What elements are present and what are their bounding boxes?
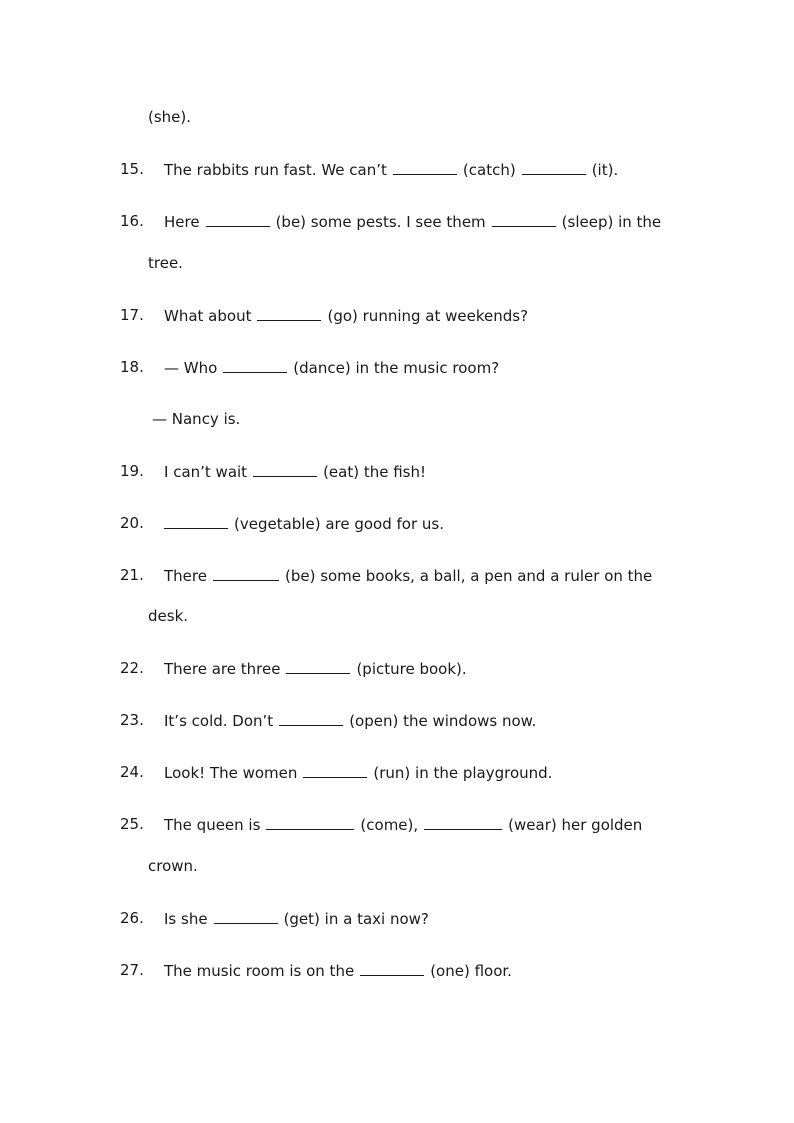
question-text-part: (sleep) in the <box>561 213 662 231</box>
question-number: 18. <box>120 358 144 376</box>
question-text-part: (be) some books, a ball, a pen and a ruler on the <box>284 567 653 585</box>
question-text <box>164 762 552 783</box>
answer-blank[interactable] <box>286 658 350 674</box>
question-text-part: (catch) <box>462 161 516 179</box>
question-text-part: (dance) in the music room? <box>293 359 500 377</box>
question-text <box>164 211 661 232</box>
question-text-part: Look! The women <box>164 764 298 782</box>
answer-blank[interactable] <box>266 814 354 830</box>
question-text-part: (wear) her golden <box>508 816 643 834</box>
question-text-part: — Who <box>164 359 218 377</box>
question-number: 26. <box>120 909 144 927</box>
question-number: 20. <box>120 514 144 532</box>
question-text <box>164 908 429 929</box>
question-number: 15. <box>120 160 144 178</box>
question-number: 22. <box>120 659 144 677</box>
question-number: 16. <box>120 212 144 230</box>
question-text-part: What about <box>164 307 252 325</box>
question-text-part: (come), <box>360 816 419 834</box>
question-text <box>164 658 467 679</box>
carryover-text: (she). <box>148 108 192 126</box>
continuation-text: tree. <box>148 254 183 272</box>
question-text <box>164 814 642 835</box>
question-text-part: The queen is <box>164 816 261 834</box>
question-text <box>164 305 528 326</box>
question-text <box>164 960 512 981</box>
answer-blank[interactable] <box>257 305 321 321</box>
question-text <box>164 513 444 534</box>
question-text-part: (one) floor. <box>430 962 512 980</box>
answer-blank[interactable] <box>492 211 556 227</box>
question-text-part: There are three <box>164 660 281 678</box>
question-text-part: (picture book). <box>356 660 467 678</box>
answer-blank[interactable] <box>424 814 502 830</box>
question-number: 19. <box>120 462 144 480</box>
question-text-part: The music room is on the <box>164 962 355 980</box>
question-number: 17. <box>120 306 144 324</box>
answer-blank[interactable] <box>253 461 317 477</box>
question-number: 24. <box>120 763 144 781</box>
answer-blank[interactable] <box>214 908 278 924</box>
answer-blank[interactable] <box>164 513 228 529</box>
answer-blank[interactable] <box>279 710 343 726</box>
answer-blank[interactable] <box>522 159 586 175</box>
question-text <box>164 159 618 180</box>
question-text-part: Here <box>164 213 200 231</box>
question-number: 23. <box>120 711 144 729</box>
answer-blank[interactable] <box>213 565 279 581</box>
question-text-part: I can’t wait <box>164 463 248 481</box>
question-number: 21. <box>120 566 144 584</box>
continuation-text: desk. <box>148 607 189 625</box>
question-text-part: (get) in a taxi now? <box>283 910 429 928</box>
question-text-part: The rabbits run fast. We can’t <box>164 161 387 179</box>
question-text-part: (vegetable) are good for us. <box>234 515 444 533</box>
question-text <box>164 461 426 482</box>
question-text <box>164 565 652 586</box>
question-text-part: (eat) the fish! <box>323 463 427 481</box>
answer-blank[interactable] <box>223 357 287 373</box>
question-number: 27. <box>120 961 144 979</box>
question-text-part: (be) some pests. I see them <box>275 213 486 231</box>
question-text <box>164 710 536 731</box>
question-text-part: It’s cold. Don’t <box>164 712 274 730</box>
question-text-part: (open) the windows now. <box>349 712 537 730</box>
question-number: 25. <box>120 815 144 833</box>
continuation-text: — Nancy is. <box>152 410 241 428</box>
continuation-text: crown. <box>148 857 198 875</box>
question-text-part: (run) in the playground. <box>373 764 553 782</box>
answer-blank[interactable] <box>393 159 457 175</box>
question-text-part: Is she <box>164 910 208 928</box>
answer-blank[interactable] <box>303 762 367 778</box>
answer-blank[interactable] <box>206 211 270 227</box>
question-text-part: There <box>164 567 207 585</box>
answer-blank[interactable] <box>360 960 424 976</box>
question-text-part: (it). <box>591 161 619 179</box>
question-text <box>164 357 499 378</box>
question-text-part: (go) running at weekends? <box>327 307 529 325</box>
